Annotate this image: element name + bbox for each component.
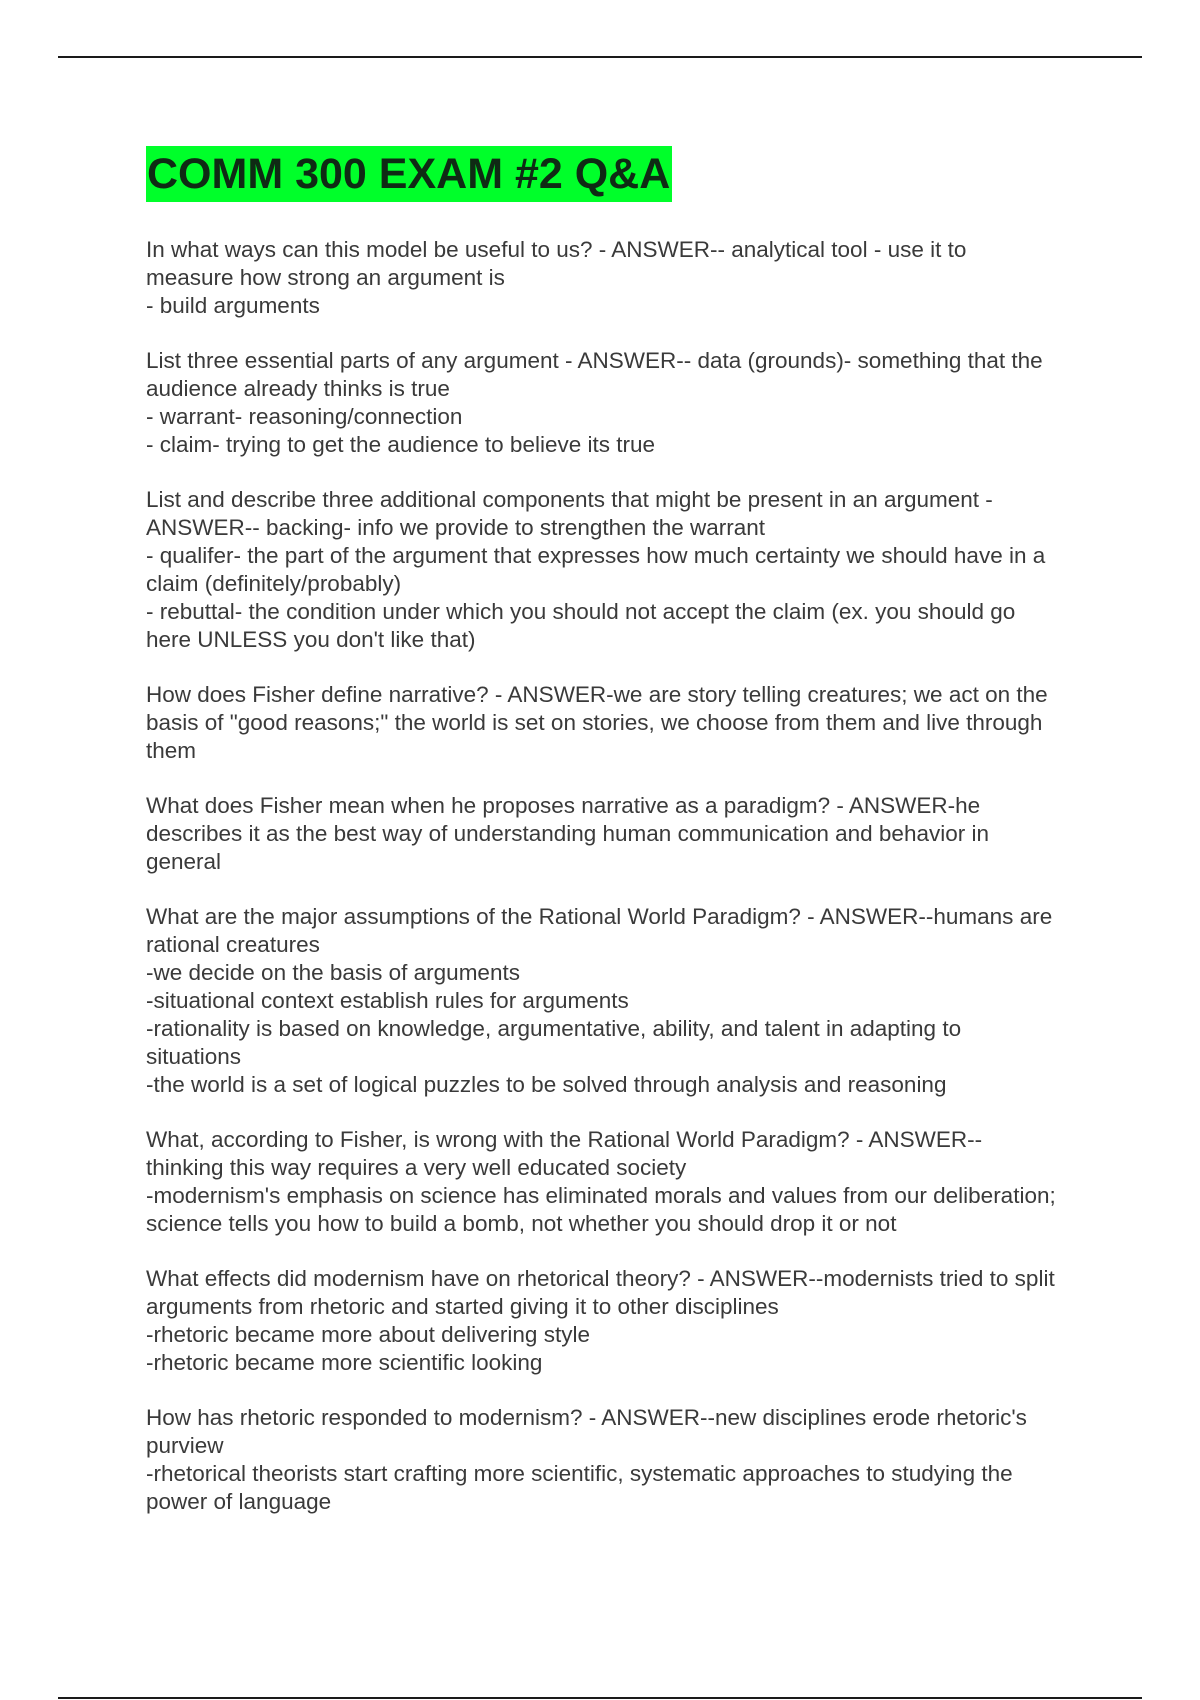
qa-line: - claim- trying to get the audience to believe its true [146,432,656,457]
bottom-rule [58,1697,1142,1699]
qa-line: How has rhetoric responded to modernism? - ANSWER--new disciplines erode rhetoric's purview [146,1405,1027,1458]
qa-line: List and describe three additional components that might be present in an argument - ANSWER-- backing- info we provide to strengthen the warrant [146,487,993,540]
qa-line: What, according to Fisher, is wrong with the Rational World Paradigm? - ANSWER--thinking this way requires a very well educated society [146,1127,983,1180]
qa-item [146,347,1056,459]
qa-item [146,1265,1056,1377]
qa-line: - warrant- reasoning/connection [146,404,463,429]
qa-line: -situational context establish rules for arguments [146,988,629,1013]
qa-item [146,903,1056,1099]
qa-line: -rhetorical theorists start crafting more scientific, systematic approaches to studying the power of language [146,1461,1013,1514]
qa-line: In what ways can this model be useful to us? - ANSWER-- analytical tool - use it to measure how strong an argument is [146,237,967,290]
top-rule [58,56,1142,58]
qa-item [146,1404,1056,1516]
title-block [146,146,1056,212]
qa-line: -rhetoric became more about delivering style [146,1322,590,1347]
qa-item [146,236,1056,320]
qa-line: - qualifer- the part of the argument that expresses how much certainty we should have in a claim (definitely/probably) [146,543,1046,596]
qa-item [146,681,1056,765]
document-title: COMM 300 EXAM #2 Q&A [146,146,672,202]
qa-line: -the world is a set of logical puzzles to be solved through analysis and reasoning [146,1072,947,1097]
qa-line: -rationality is based on knowledge, argumentative, ability, and talent in adapting to situations [146,1016,962,1069]
qa-line: What are the major assumptions of the Rational World Paradigm? - ANSWER--humans are rational creatures [146,904,1053,957]
qa-line: -modernism's emphasis on science has eliminated morals and values from our deliberation; science tells you how to build a bomb, not whether you should drop it or not [146,1183,1056,1236]
qa-item [146,1126,1056,1238]
qa-line: -rhetoric became more scientific looking [146,1350,543,1375]
qa-line: How does Fisher define narrative? - ANSWER-we are story telling creatures; we act on the basis of "good reasons;" the world is set on stories, we choose from them and live through them [146,682,1048,763]
qa-line: - rebuttal- the condition under which you should not accept the claim (ex. you should go here UNLESS you don't like that) [146,599,1016,652]
qa-item [146,792,1056,876]
qa-line: What effects did modernism have on rhetorical theory? - ANSWER--modernists tried to split arguments from rhetoric and started giving it to other disciplines [146,1266,1055,1319]
qa-line: -we decide on the basis of arguments [146,960,520,985]
qa-line: - build arguments [146,293,320,318]
qa-line: What does Fisher mean when he proposes narrative as a paradigm? - ANSWER-he describes it as the best way of understanding human communication and behavior in general [146,793,989,874]
document-body [146,146,1056,1543]
qa-line: List three essential parts of any argument - ANSWER-- data (grounds)- something that the audience already thinks is true [146,348,1043,401]
qa-item [146,486,1056,654]
